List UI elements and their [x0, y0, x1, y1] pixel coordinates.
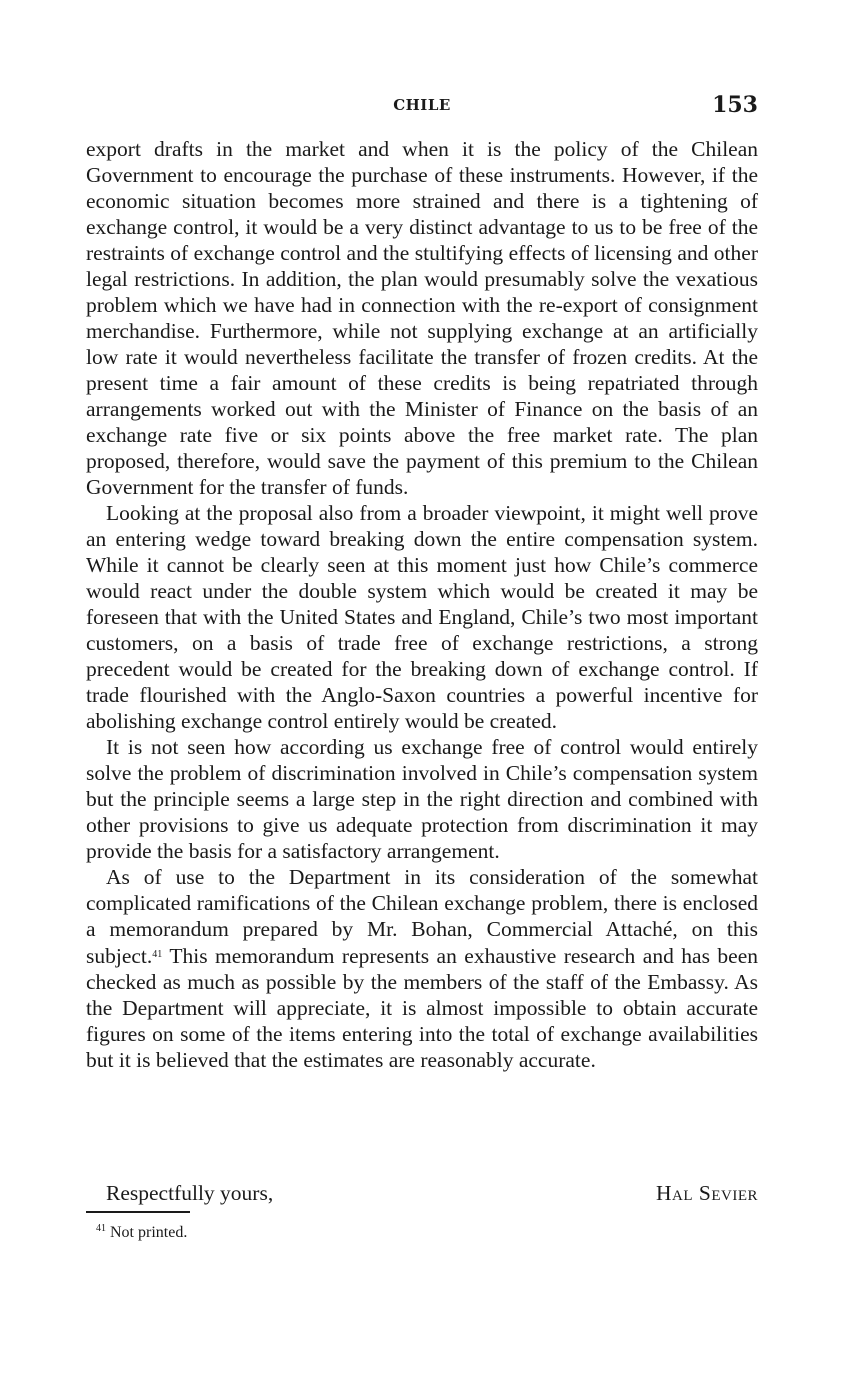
paragraph-4-text-after-footnote: This memorandum represents an exhaustive research and has been checked as much as possible by the members of the staff of the Embassy. As the Department will appreciate, it is almost impossible to obtain accurate figures on some of the items entering into the total of exchange availabilities but it is believed that the estimates are reasonably accurate.	[86, 944, 758, 1072]
footnote	[96, 1219, 187, 1243]
footnote-reference: 41	[152, 949, 163, 960]
footnote-divider	[86, 1211, 190, 1213]
paragraph-3: It is not seen how according us exchange free of control would entirely solve the problem of discrimination involved in Chile’s compensation system but the principle seems a large step in the right direction and combined with other provisions to give us adequate protection from discrimination it may provide the basis for a satisfactory arrangement.	[86, 735, 758, 863]
paragraph-2: Looking at the proposal also from a broader viewpoint, it might well prove an entering wedge toward breaking down the entire compensation system. While it cannot be clearly seen at this moment just how Chile’s commerce would react under the double system which would be created it may be foreseen that with the United States and England, Chile’s two most important customers, on a basis of trade free of exchange restrictions, a strong precedent would be created for the breaking down of exchange control. If trade flourished with the Anglo-Saxon countries a powerful incentive for abolishing exchange control entirely would be created.	[86, 501, 758, 733]
letter-closing	[86, 1180, 758, 1206]
page-number: 153	[712, 92, 758, 118]
body-text	[86, 136, 758, 1073]
paragraph-1: export drafts in the market and when it is the policy of the Chilean Government to encourage the purchase of these instruments. However, if the economic situation becomes more strained and there is a tightening of exchange control, it would be a very distinct advantage to us to be free of the restraints of exchange control and the stultifying effects of licensing and other legal restrictions. In addition, the plan would presumably solve the vexatious problem which we have had in connection with the re-export of consignment merchandise. Furthermore, while not supplying exchange at an artificially low rate it would nevertheless facilitate the transfer of frozen credits. At the present time a fair amount of these credits is being repatriated through arrangements worked out with the Minister of Finance on the basis of an exchange rate five or six points above the free market rate. The plan proposed, therefore, would save the payment of this premium to the Chilean Government for the transfer of funds.	[86, 137, 758, 499]
signature-name: Hal Sevier	[655, 1181, 758, 1205]
footnote-mark: 41	[96, 1223, 106, 1234]
paragraph-4-text-before-footnote: As of use to the Department in its consideration of the somewhat complicated ramifications of the Chilean exchange problem, there is enclosed a memorandum prepared by Mr. Bohan, Commercial Attaché, on this subject.	[86, 865, 758, 968]
running-header	[86, 92, 758, 122]
running-title: CHILE	[393, 96, 451, 114]
paragraph-4	[86, 864, 758, 1073]
footnote-text: Not printed.	[106, 1224, 188, 1241]
complimentary-close: Respectfully yours,	[106, 1181, 274, 1205]
